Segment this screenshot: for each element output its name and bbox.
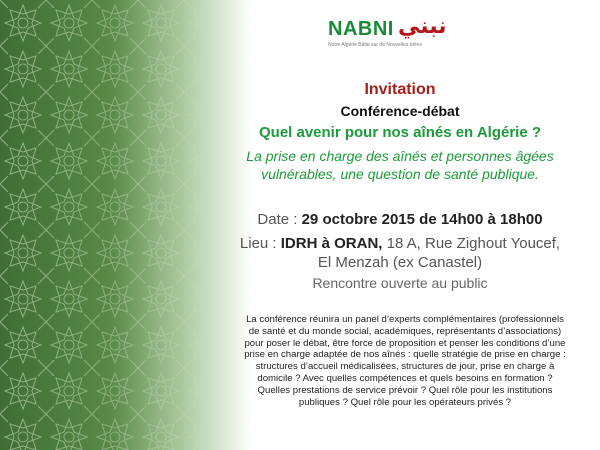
logo-name: NABNI <box>328 18 394 40</box>
event-location <box>215 234 585 272</box>
conference-heading: Conférence-débat <box>340 103 460 119</box>
lieu-venue: IDRH à ORAN, <box>280 235 383 252</box>
subtitle-line-2: vulnérables, une question de santé publique. <box>261 166 539 182</box>
public-notice: Rencontre ouverte au public <box>312 275 488 291</box>
logo-arabic: نبني <box>398 14 447 39</box>
date-value: 29 octobre 2015 de 14h00 à 18h00 <box>301 211 543 228</box>
event-date <box>215 211 585 228</box>
lieu-line-2: El Menzah (ex Canastel) <box>317 254 483 271</box>
nabni-logo <box>328 14 488 58</box>
event-description: La conférence réunira un panel d’experts complémentaires (professionnels de santé et du monde social, académiques, représentants d’associations) pour poser le débat, être force de proposition et penser les conditions d’une prise en charge adaptée de nos aînés : quelle stratégie de prise en charge : structures d’accueil médicalisées, structures de jour, prise en charge à domicile ? Avec quelles compétences et quels besoins en formation ? Quelles prestations de service prévoir ? Quel rôle pour les institutions publiques ? Quel rôle pour les opérateurs privés ? <box>244 314 566 408</box>
islamic-pattern-background <box>0 0 250 450</box>
date-label: Date : <box>257 211 302 228</box>
event-subtitle <box>215 147 585 183</box>
lieu-label: Lieu : <box>239 235 281 252</box>
logo-tagline: Notre Algérie Bâtie sur de Nouvelles Idées <box>328 42 422 48</box>
invitation-heading: Invitation <box>364 81 436 98</box>
lieu-address: 18 A, Rue Zighout Youcef, <box>382 235 561 252</box>
event-title: Quel avenir pour nos aînés en Algérie ? <box>258 124 542 141</box>
subtitle-line-1: La prise en charge des aînés et personnes âgées <box>246 148 554 164</box>
